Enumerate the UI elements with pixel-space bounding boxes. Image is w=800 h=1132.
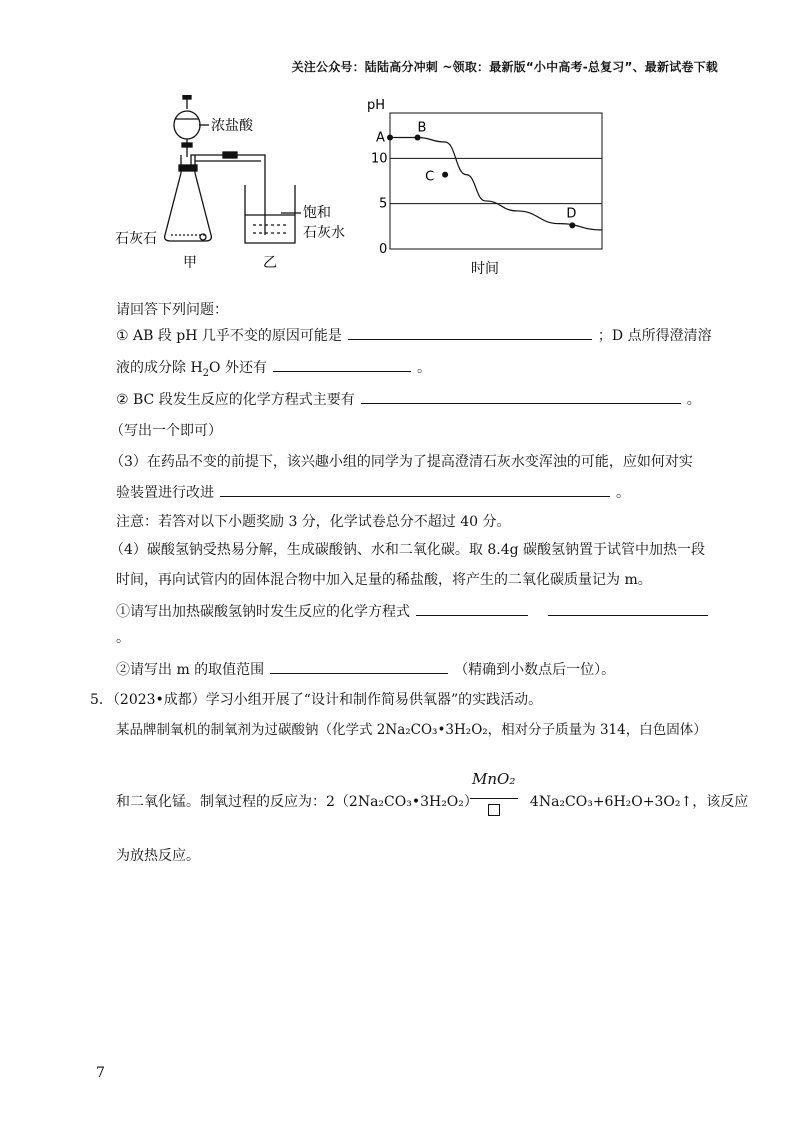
y-tick-0: 0	[379, 242, 388, 257]
q5-line-3: 为放热反应。	[116, 848, 200, 864]
y-tick-10: 10	[371, 151, 388, 167]
q2-line	[116, 389, 701, 410]
q2-text-a: ② BC 段发生反应的化学方程式主要有	[116, 392, 355, 408]
figure	[105, 95, 625, 285]
q3-text-end: 。	[616, 485, 630, 501]
q3-line-2	[116, 482, 630, 503]
q3-text-b: 验装置进行改进	[116, 485, 214, 501]
catalyst-arrow	[470, 770, 518, 822]
point-a	[387, 134, 393, 140]
q4-2-note: （精确到小数点后一位）。	[454, 662, 616, 678]
point-c	[442, 172, 448, 178]
q2-answer-blank[interactable]	[361, 389, 681, 404]
q4-line: （4）碳酸氢钠受热易分解，生成碳酸钠、水和二氧化碳。取 8.4g 碳酸氢钠置于试管中加热一段	[110, 542, 706, 558]
q1-answer-blank-2[interactable]	[273, 357, 411, 372]
q4-2-line	[116, 659, 615, 680]
label-limewater: 石灰水	[303, 225, 345, 241]
q4-2-answer-blank[interactable]	[270, 659, 448, 674]
label-acid: 浓盐酸	[211, 118, 253, 134]
q4-1-answer-blank-1[interactable]	[416, 601, 528, 616]
intro-line: 请回答下列问题：	[116, 302, 228, 318]
catalyst-label: MnO₂	[472, 770, 516, 788]
label-limestone: 石灰石	[115, 231, 157, 247]
q1-text-a: ① AB 段 pH 几乎不变的原因可能是	[116, 328, 342, 344]
page-header: 关注公众号：陆陆高分冲刺 ~领取：最新版“小中高考-总复习”、最新试卷下载	[291, 60, 718, 74]
point-label-d: D	[566, 206, 577, 222]
label-yi: 乙	[263, 255, 277, 271]
q4-1-text: ①请写出加热碳酸氢钠时发生反应的化学方程式	[116, 604, 410, 620]
q5-line-2	[116, 792, 748, 812]
q1-answer-blank-1[interactable]	[348, 325, 592, 340]
notice-line: 注意：若答对以下小题奖励 3 分，化学试卷总分不超过 40 分。	[116, 514, 511, 530]
q5-text-b2: 4Na₂CO₃+6H₂O+3O₂↑，该反应	[529, 794, 749, 810]
q1-text-c1: 液的成分除 H	[116, 360, 203, 376]
q2-text-end: 。	[686, 392, 701, 408]
q1-sub: 2	[202, 367, 210, 379]
q4-1-answer-blank-2[interactable]	[548, 601, 708, 616]
q3-line: （3）在药品不变的前提下，该兴趣小组的同学为了提高澄清石灰水变浑浊的可能，应如何对实	[110, 454, 693, 470]
point-label-a: A	[376, 130, 385, 146]
point-label-b: B	[417, 120, 427, 136]
catalyst-bar	[470, 798, 518, 799]
x-axis-label: 时间	[471, 261, 499, 277]
page-number: 7	[96, 1065, 105, 1081]
ph-chart	[367, 98, 602, 277]
q4-2-text: ②请写出 m 的取值范围	[116, 662, 265, 678]
y-tick-5: 5	[379, 196, 388, 212]
q1-text-c2: O 外还有	[209, 360, 267, 376]
q1-line-2	[116, 357, 431, 378]
point-label-c: C	[425, 169, 435, 185]
point-d	[569, 222, 575, 228]
y-axis-label: pH	[367, 98, 386, 113]
q1-line	[116, 325, 712, 346]
q1-text-end: 。	[416, 360, 431, 376]
q4-1-end: 。	[116, 630, 130, 646]
q2-note: （写出一个即可）	[110, 423, 222, 439]
q4-1-line	[116, 601, 714, 622]
q1-text-b: ；D 点所得澄清溶	[597, 328, 712, 344]
square-icon	[488, 804, 500, 816]
label-saturated: 饱和	[303, 205, 331, 221]
q5-title: 5．（2023•成都）学习小组开展了“设计和制作简易供氧器”的实践活动。	[90, 692, 543, 708]
q4-line-2: 时间，再向试管内的固体混合物中加入足量的稀盐酸，将产生的二氧化碳质量记为 m。	[116, 572, 652, 588]
label-jia: 甲	[183, 255, 197, 271]
q5-line-1: 某品牌制氧机的制氧剂为过碳酸钠（化学式 2Na₂CO₃•3H₂O₂，相对分子质量为 314，白色固体）	[116, 722, 707, 738]
q5-text-b1: 和二氧化锰。制氧过程的反应为：2（2Na₂CO₃•3H₂O₂）	[116, 794, 478, 810]
q3-answer-blank[interactable]	[220, 482, 610, 497]
